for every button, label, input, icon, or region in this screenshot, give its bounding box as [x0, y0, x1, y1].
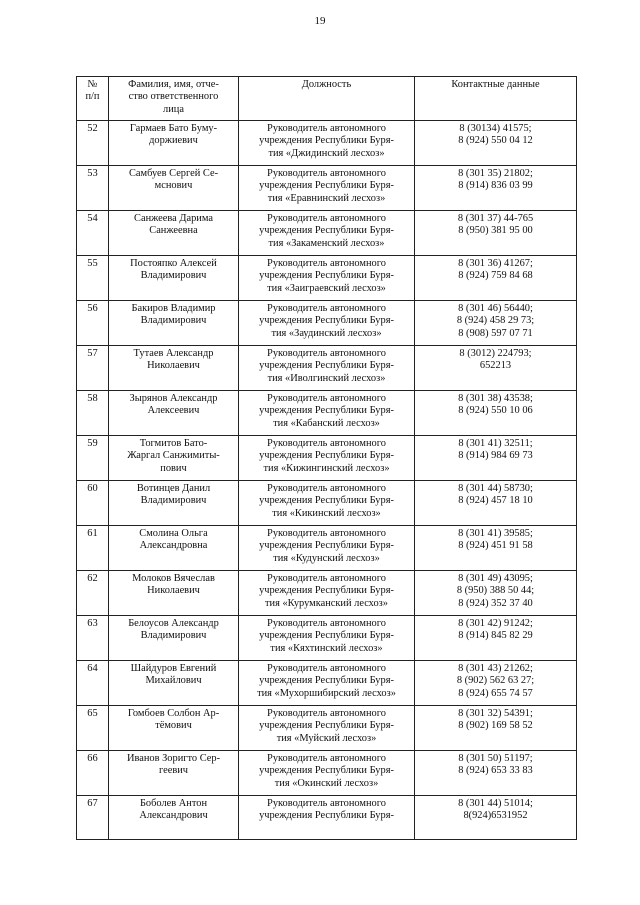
row-number-cell: 59	[77, 436, 109, 481]
full-name-cell: Санжеева Дарима Санжеевна	[109, 211, 239, 256]
contacts-cell: 8 (301 44) 51014; 8(924)6531952	[415, 796, 577, 840]
full-name-cell: Боболев Антон Александрович	[109, 796, 239, 840]
position-cell: Руководитель автономного учреждения Республики Буря- тия «Мухоршибирский лесхоз»	[239, 661, 415, 706]
full-name-cell: Бакиров Владимир Владимирович	[109, 301, 239, 346]
position-cell: Руководитель автономного учреждения Республики Буря- тия «Кижингинский лесхоз»	[239, 436, 415, 481]
row-number-cell: 54	[77, 211, 109, 256]
position-cell: Руководитель автономного учреждения Республики Буря-	[239, 796, 415, 840]
position-cell: Руководитель автономного учреждения Республики Буря- тия «Еравнинский лесхоз»	[239, 166, 415, 211]
table-row	[77, 121, 577, 166]
full-name-cell: Молоков Вячеслав Николаевич	[109, 571, 239, 616]
position-cell: Руководитель автономного учреждения Республики Буря- тия «Окинский лесхоз»	[239, 751, 415, 796]
contacts-cell: 8 (301 46) 56440; 8 (924) 458 29 73; 8 (908) 597 07 71	[415, 301, 577, 346]
contacts-cell: 8 (301 32) 54391; 8 (902) 169 58 52	[415, 706, 577, 751]
contacts-cell: 8 (301 35) 21802; 8 (914) 836 03 99	[415, 166, 577, 211]
row-number-cell: 58	[77, 391, 109, 436]
position-cell: Руководитель автономного учреждения Республики Буря- тия «Кяхтинский лесхоз»	[239, 616, 415, 661]
contacts-cell: 8 (301 49) 43095; 8 (950) 388 50 44; 8 (924) 352 37 40	[415, 571, 577, 616]
position-cell: Руководитель автономного учреждения Республики Буря- тия «Иволгинский лесхоз»	[239, 346, 415, 391]
row-number-cell: 67	[77, 796, 109, 840]
table-row	[77, 391, 577, 436]
position-cell: Руководитель автономного учреждения Республики Буря- тия «Джидинский лесхоз»	[239, 121, 415, 166]
full-name-cell: Гармаев Бато Буму- доржиевич	[109, 121, 239, 166]
row-number-cell: 61	[77, 526, 109, 571]
row-number-cell: 62	[77, 571, 109, 616]
contacts-cell: 8 (301 41) 32511; 8 (914) 984 69 73	[415, 436, 577, 481]
row-number-cell: 60	[77, 481, 109, 526]
full-name-cell: Тутаев Александр Николаевич	[109, 346, 239, 391]
row-number-cell: 53	[77, 166, 109, 211]
contacts-cell: 8 (301 37) 44-765 8 (950) 381 95 00	[415, 211, 577, 256]
row-number-cell: 52	[77, 121, 109, 166]
header-full-name: Фамилия, имя, отче- ство ответственного лица	[109, 77, 239, 121]
contacts-table	[76, 76, 577, 840]
contacts-cell: 8 (301 42) 91242; 8 (914) 845 82 29	[415, 616, 577, 661]
row-number-cell: 63	[77, 616, 109, 661]
table-row	[77, 616, 577, 661]
full-name-cell: Смолина Ольга Александровна	[109, 526, 239, 571]
table-row	[77, 526, 577, 571]
table-row	[77, 436, 577, 481]
row-number-cell: 57	[77, 346, 109, 391]
contacts-cell: 8 (301 50) 51197; 8 (924) 653 33 83	[415, 751, 577, 796]
table-row	[77, 796, 577, 840]
contacts-cell: 8 (30134) 41575; 8 (924) 550 04 12	[415, 121, 577, 166]
full-name-cell: Постояпко Алексей Владимирович	[109, 256, 239, 301]
row-number-cell: 64	[77, 661, 109, 706]
contacts-cell: 8 (301 36) 41267; 8 (924) 759 84 68	[415, 256, 577, 301]
table-row	[77, 661, 577, 706]
full-name-cell: Белоусов Александр Владимирович	[109, 616, 239, 661]
full-name-cell: Вотинцев Данил Владимирович	[109, 481, 239, 526]
full-name-cell: Самбуев Сергей Се- мснович	[109, 166, 239, 211]
table-row	[77, 256, 577, 301]
table-row	[77, 211, 577, 256]
table-row	[77, 571, 577, 616]
full-name-cell: Иванов Зоригто Сер- геевич	[109, 751, 239, 796]
position-cell: Руководитель автономного учреждения Республики Буря- тия «Заудинский лесхоз»	[239, 301, 415, 346]
contacts-cell: 8 (3012) 224793; 652213	[415, 346, 577, 391]
table-row	[77, 346, 577, 391]
row-number-cell: 65	[77, 706, 109, 751]
row-number-cell: 66	[77, 751, 109, 796]
row-number-cell: 56	[77, 301, 109, 346]
full-name-cell: Тогмитов Бато- Жаргал Санжимиты- пович	[109, 436, 239, 481]
table-header-row	[77, 77, 577, 121]
position-cell: Руководитель автономного учреждения Республики Буря- тия «Муйский лесхоз»	[239, 706, 415, 751]
row-number-cell: 55	[77, 256, 109, 301]
full-name-cell: Гомбоев Солбон Ар- тёмович	[109, 706, 239, 751]
contacts-cell: 8 (301 41) 39585; 8 (924) 451 91 58	[415, 526, 577, 571]
contacts-cell: 8 (301 43) 21262; 8 (902) 562 63 27; 8 (924) 655 74 57	[415, 661, 577, 706]
full-name-cell: Шайдуров Евгений Михайлович	[109, 661, 239, 706]
header-number: № п/п	[77, 77, 109, 121]
table-row	[77, 706, 577, 751]
table-row	[77, 751, 577, 796]
position-cell: Руководитель автономного учреждения Республики Буря- тия «Кабанский лесхоз»	[239, 391, 415, 436]
table-row	[77, 166, 577, 211]
header-contacts: Контактные данные	[415, 77, 577, 121]
full-name-cell: Зырянов Александр Алексеевич	[109, 391, 239, 436]
position-cell: Руководитель автономного учреждения Республики Буря- тия «Кудунский лесхоз»	[239, 526, 415, 571]
table-row	[77, 301, 577, 346]
table-row	[77, 481, 577, 526]
contacts-cell: 8 (301 38) 43538; 8 (924) 550 10 06	[415, 391, 577, 436]
position-cell: Руководитель автономного учреждения Республики Буря- тия «Заиграевский лесхоз»	[239, 256, 415, 301]
position-cell: Руководитель автономного учреждения Республики Буря- тия «Закаменский лесхоз»	[239, 211, 415, 256]
position-cell: Руководитель автономного учреждения Республики Буря- тия «Курумканский лесхоз»	[239, 571, 415, 616]
header-position: Должность	[239, 77, 415, 121]
position-cell: Руководитель автономного учреждения Республики Буря- тия «Кикинский лесхоз»	[239, 481, 415, 526]
contacts-cell: 8 (301 44) 58730; 8 (924) 457 18 10	[415, 481, 577, 526]
page-number: 19	[314, 15, 326, 27]
